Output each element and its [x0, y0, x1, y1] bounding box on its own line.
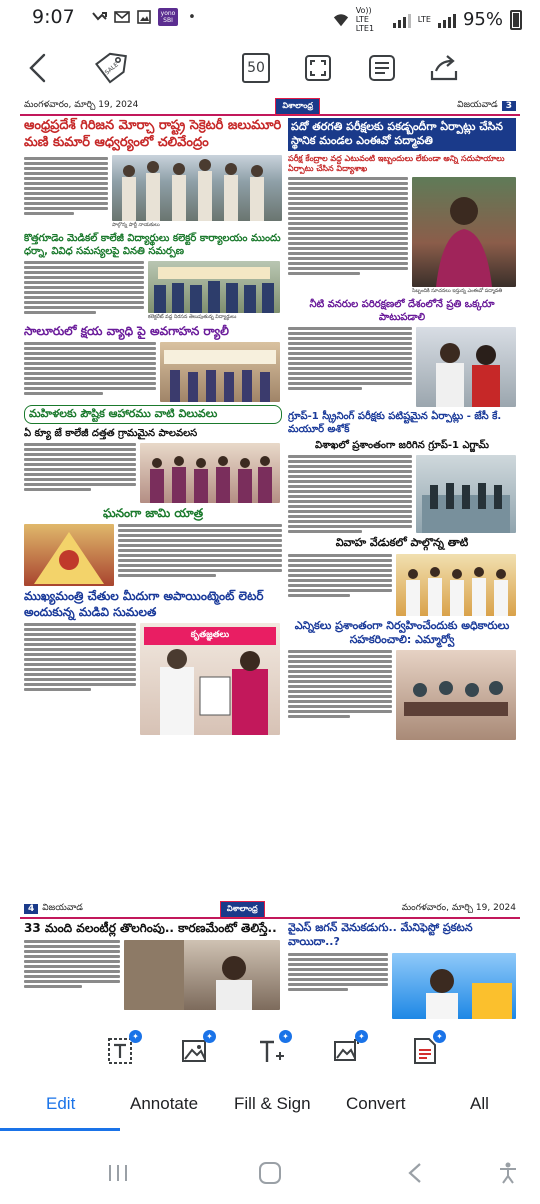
tab-annotate[interactable]: Annotate: [130, 1094, 199, 1113]
system-nav-bar: [0, 1144, 540, 1204]
photo-jagan: [392, 953, 516, 1019]
masthead-logo: విశాలాంధ్ర: [275, 98, 320, 115]
headline-kothagudem: కొత్తగూడెం మెడికల్ కాలేజీ విద్యార్థులు కలెక్టర్ కార్యాలయం ముందు ధర్నా, వివిధ సమస్యలపై వినతి సమర్పణ: [24, 232, 281, 257]
photo-volunteers: [124, 940, 280, 1010]
edition-label: విజయవాడ: [42, 903, 83, 913]
page-number: 3: [502, 101, 516, 111]
photo-caption: కలెక్టరేట్ వద్ద నిరసన తెలుపుతున్న విద్యార్థులు: [148, 313, 237, 320]
page-header: [20, 98, 520, 116]
dot-icon: •: [188, 9, 196, 25]
battery-percent: 95%: [462, 9, 503, 30]
article-text: [288, 953, 388, 1019]
home-button[interactable]: [250, 1158, 290, 1188]
volte-label: Vo)) LTE LTE1: [355, 6, 375, 33]
article-text: [288, 455, 412, 533]
add-image-tool[interactable]: [330, 1034, 364, 1068]
status-time: 9:07: [32, 6, 75, 28]
bottom-tabs: [0, 1094, 540, 1124]
photo-students-protest: [148, 261, 280, 313]
active-tab-indicator: [0, 1128, 120, 1131]
article-text: [118, 524, 282, 586]
reading-mode-icon: [366, 52, 398, 84]
headline-water-conservation: నీటి వనరుల పరిరక్షణలో దేశంలోనే ప్రతి ఒక్కరూ పాటుపడాలి: [309, 299, 495, 324]
accessibility-icon: [496, 1161, 520, 1185]
headline-women-nutrition: మహిళలకు పౌష్టిక ఆహారము వాటి విలువలు: [24, 405, 282, 423]
image-icon: [136, 9, 152, 25]
signal-icon-2: [438, 12, 456, 28]
photo-group-party: [112, 155, 282, 221]
headline-jagan-manifesto: వైఎస్ జగన్ వెనుకడుగు.. మేనిఫెస్టో ప్రకటన వాయిదా..?: [288, 921, 473, 949]
back-button[interactable]: [18, 46, 58, 90]
left-column: [24, 118, 282, 740]
photo-exam-center: [416, 455, 516, 533]
wifi-icon: [333, 12, 349, 28]
battery-icon: [510, 10, 522, 30]
headline-jami-yatra: ఘనంగా జామి యాత్ర: [102, 505, 204, 520]
gmail-icon: [114, 9, 130, 25]
photo-mro-meeting: [396, 650, 516, 740]
back-nav-icon: [406, 1162, 426, 1184]
ai-badge-icon: ✦: [355, 1030, 368, 1043]
article-text: [24, 155, 108, 229]
tab-all[interactable]: All: [470, 1094, 489, 1113]
action-bar: [0, 1026, 540, 1102]
network-label: LTE: [417, 15, 431, 24]
fullscreen-icon: [303, 53, 333, 83]
banner: కృతజ్ఞతలు: [144, 627, 276, 645]
fullscreen-button[interactable]: [298, 46, 338, 90]
sbi-yono-icon: yono SBI: [158, 8, 178, 26]
export-pdf-tool[interactable]: [408, 1034, 442, 1068]
article-text: [24, 623, 136, 735]
headline-group1-exam: గ్రూప్-1 స్క్రీనింగ్ పరీక్షకు పటిష్టమైన ఏర్పాట్లు - జేసీ కే. మయూర్ అశోక్: [288, 411, 502, 436]
chevron-left-icon: [27, 53, 49, 83]
system-icons: [333, 6, 522, 33]
edit-image-tool[interactable]: [178, 1034, 212, 1068]
headline-saluru: సాలూరులో క్షయ వ్యాధి పై అవగాహన ర్యాలీ: [24, 323, 229, 338]
article-text: [24, 443, 136, 503]
recent-apps-icon: [107, 1163, 129, 1183]
svg-text:SALE: SALE: [103, 61, 120, 77]
subheadline-exam-arrangements: పరీక్ష కేంద్రాల వద్ద ఎటువంటి ఇబ్బందులు లేకుండా అన్ని సదుపాయాలు ఏర్పాటు చేసిన విద్యాశాఖ: [288, 153, 505, 173]
home-icon: [257, 1160, 283, 1186]
headline-palavalasa: ఏ క్యూ జే కాలేజీ దత్తత గ్రామమైన పాలవలస: [24, 427, 198, 439]
status-bar: [0, 0, 540, 36]
header-date: మంగళవారం, మార్చి 19, 2024: [401, 903, 516, 913]
back-nav-button[interactable]: [396, 1158, 436, 1188]
photo-marriage: [396, 554, 516, 616]
sale-tag-icon: [92, 50, 128, 86]
newspaper-page-3: [20, 98, 520, 893]
headline-chalivendram: ఆంధ్రప్రదేశ్ గిరిజన మోర్చా రాష్ట్ర సెక్రెటరీ జలుమూరి మణి కుమార్ ఆధ్వర్యంలో చలివేంద్రం: [24, 118, 282, 150]
right-column: [288, 118, 516, 740]
ai-badge-icon: ✦: [129, 1030, 142, 1043]
headline-tenth-exams: పదో తరగతి పరీక్షలకు పకడ్బందీగా ఏర్పాట్లు చేసిన స్థానిక మండల ఎంఈవో పద్మావతి: [288, 118, 516, 151]
header-date: మంగళవారం, మార్చి 19, 2024: [24, 100, 139, 110]
page-header: [20, 901, 520, 919]
ai-badge-icon: ✦: [279, 1030, 292, 1043]
photo-caption: పాల్గొన్న పార్టీ నాయకులు: [112, 221, 160, 228]
photo-meo-padmavathi: [412, 177, 516, 287]
headline-volunteers-removed: 33 మంది వలంటీర్ల తొలగింపు.. కారణమేంటో తెలిస్తే..: [24, 921, 277, 935]
photo-water-meeting: [416, 327, 516, 407]
article-text: [288, 327, 412, 407]
headline-marriage: వివాహ వేడుకలో పాల్గొన్న తాటి: [335, 536, 469, 550]
share-icon: [428, 53, 460, 83]
sale-tag-button[interactable]: [90, 46, 130, 90]
edition-label: విజయవాడ: [457, 100, 498, 110]
article-text: [24, 940, 120, 1010]
headline-cm-appointment: ముఖ్యమంత్రి చేతుల మీదుగా అపాయింట్మెంట్ లెటర్ అందుకున్న మడివి సుమలత: [24, 589, 264, 619]
add-text-tool[interactable]: [254, 1034, 288, 1068]
article-text: [24, 261, 144, 321]
share-button[interactable]: [424, 46, 464, 90]
photo-caption: సిబ్బందికి సూచనలు ఇస్తున్న ఎంఈవో పద్మావతి: [412, 288, 503, 295]
ai-badge-icon: ✦: [203, 1030, 216, 1043]
reading-mode-button[interactable]: [362, 46, 402, 90]
left-column: [24, 921, 282, 1019]
recent-apps-button[interactable]: [98, 1158, 138, 1188]
article-text: [288, 650, 392, 740]
photo-cm-letter: [140, 623, 280, 735]
article-text: [288, 554, 392, 616]
viewer-toolbar: [0, 46, 540, 90]
ai-badge-icon: ✦: [433, 1030, 446, 1043]
signal-icon: [393, 12, 411, 28]
photo-temple-festival: [24, 524, 114, 586]
newspaper-page-4: [20, 901, 520, 1026]
edit-text-tool[interactable]: [104, 1034, 138, 1068]
accessibility-button[interactable]: [488, 1158, 528, 1188]
tab-edit[interactable]: Edit: [46, 1094, 76, 1113]
article-text: [24, 342, 156, 402]
page-number: 4: [24, 904, 38, 914]
tab-fill-sign[interactable]: Fill & Sign: [234, 1094, 311, 1113]
page-count-button[interactable]: [236, 46, 276, 90]
headline-elections: ఎన్నికలు ప్రశాంతంగా నిర్వహించేందుకు అధికారులు సహకరించాలి: ఎమ్మార్వో: [294, 618, 510, 646]
article-text: [288, 177, 408, 295]
missed-call-icon: [92, 9, 108, 25]
subheadline-group1-visakha: విశాఖలో ప్రశాంతంగా జరిగిన గ్రూప్-1 ఎగ్జామ్: [314, 440, 489, 452]
masthead-logo: విశాలాంధ్ర: [220, 901, 265, 918]
notification-icons: [92, 8, 200, 26]
document-viewer[interactable]: [14, 98, 526, 1026]
photo-rally: [160, 342, 280, 402]
page-count: 50: [242, 53, 270, 83]
right-column: [288, 921, 516, 1019]
photo-women-event: [140, 443, 280, 503]
tab-convert[interactable]: Convert: [346, 1094, 406, 1113]
